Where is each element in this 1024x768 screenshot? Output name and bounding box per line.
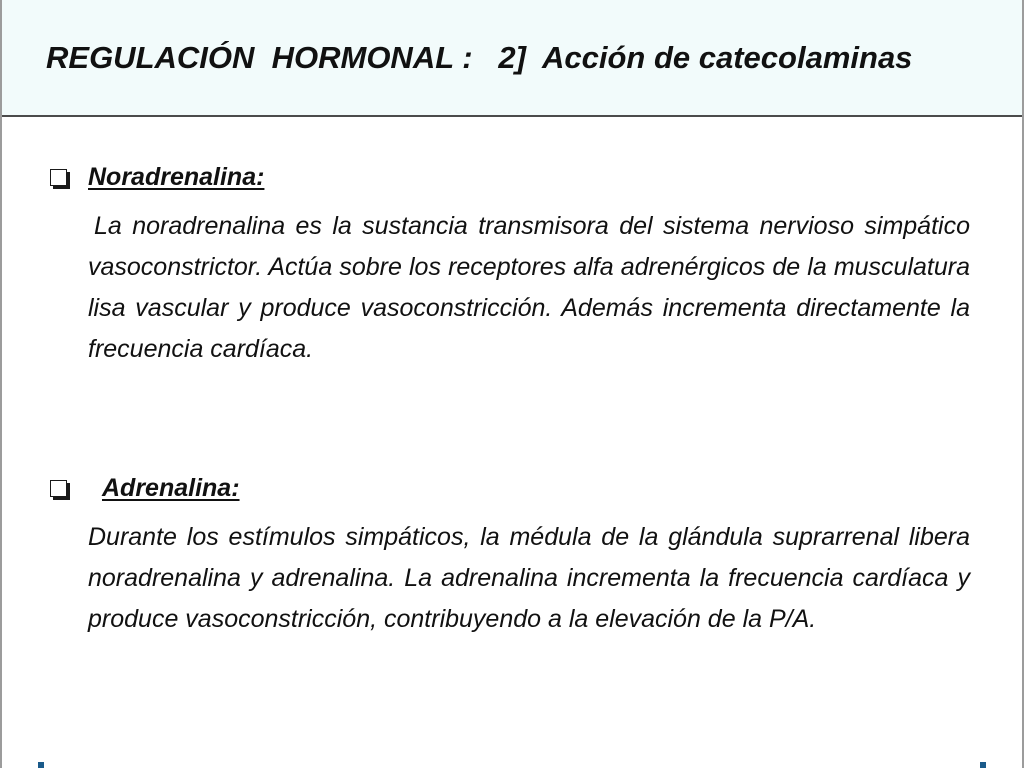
slide-title: REGULACIÓN HORMONAL : 2] Acción de catecolaminas bbox=[46, 40, 913, 75]
corner-mark bbox=[38, 762, 44, 768]
corner-mark bbox=[980, 762, 986, 768]
bullet-adrenalina bbox=[50, 474, 240, 503]
checkbox-icon bbox=[50, 169, 67, 186]
section-heading-noradrenalina: Noradrenalina: bbox=[88, 163, 265, 191]
title-bar bbox=[2, 0, 1022, 117]
section-body-noradrenalina: La noradrenalina es la sustancia transmisora del sistema nervioso simpático vasoconstrictor. Actúa sobre los receptores alfa adrenérgicos de la musculatura lisa vascular y produce vasoconstricción. Además incrementa directamente la frecuencia cardíaca. bbox=[88, 212, 970, 363]
checkbox-icon bbox=[50, 480, 67, 497]
section-heading-adrenalina: Adrenalina: bbox=[102, 474, 240, 502]
section-body-adrenalina: Durante los estímulos simpáticos, la médula de la glándula suprarrenal libera noradrenalina y adrenalina. La adrenalina incrementa la frecuencia cardíaca y produce vasoconstricción, contribuyendo a la elevación de la P/A. bbox=[88, 523, 970, 633]
bullet-noradrenalina bbox=[50, 163, 264, 192]
